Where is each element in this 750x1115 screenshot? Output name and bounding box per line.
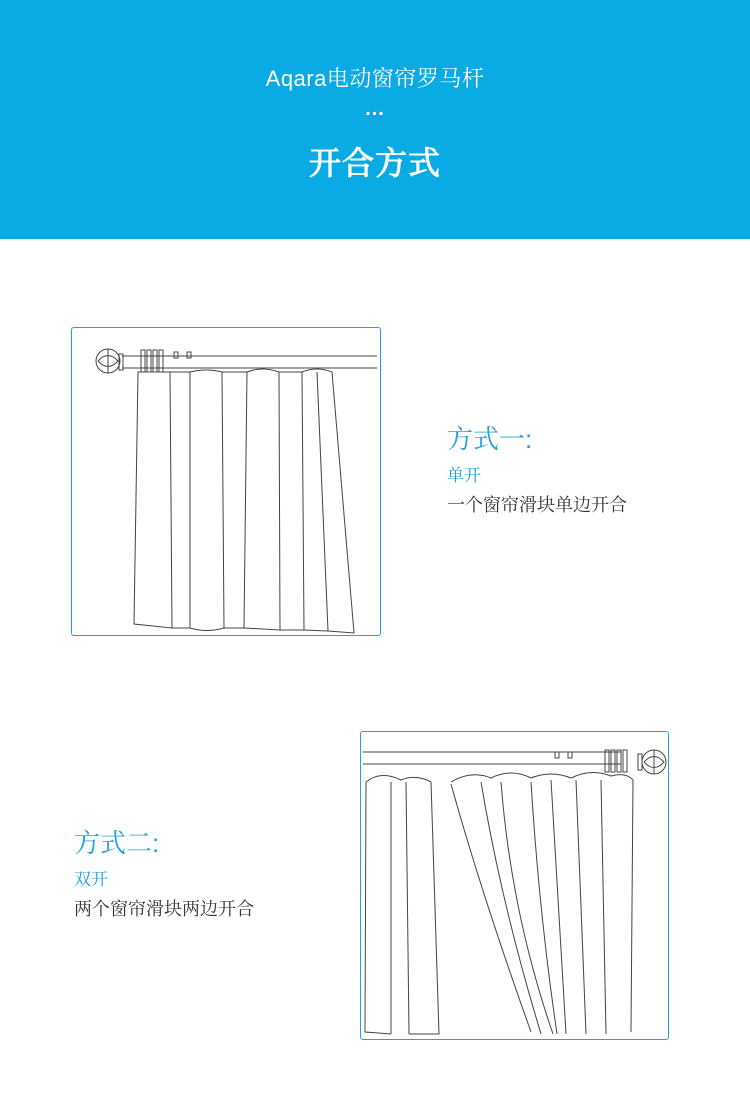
mode-two-description: 两个窗帘滑块两边开合 [74, 899, 254, 919]
single-open-illustration [71, 327, 381, 636]
double-curtain-icon [361, 732, 668, 1039]
mode-two-title: 方式二: [74, 828, 160, 858]
page-title: 开合方式 [308, 145, 441, 181]
header-banner [0, 0, 750, 239]
double-open-illustration [360, 731, 669, 1040]
mode-two-name: 双开 [74, 870, 108, 889]
mode-two [74, 828, 254, 920]
mode-one-description: 一个窗帘滑块单边开合 [447, 495, 627, 515]
single-curtain-icon [72, 328, 380, 635]
mode-one [447, 424, 627, 516]
title-separator: ... [365, 98, 385, 120]
mode-one-name: 单开 [447, 466, 481, 485]
mode-one-title: 方式一: [447, 424, 533, 454]
product-subtitle: Aqara电动窗帘罗马杆 [265, 66, 485, 91]
